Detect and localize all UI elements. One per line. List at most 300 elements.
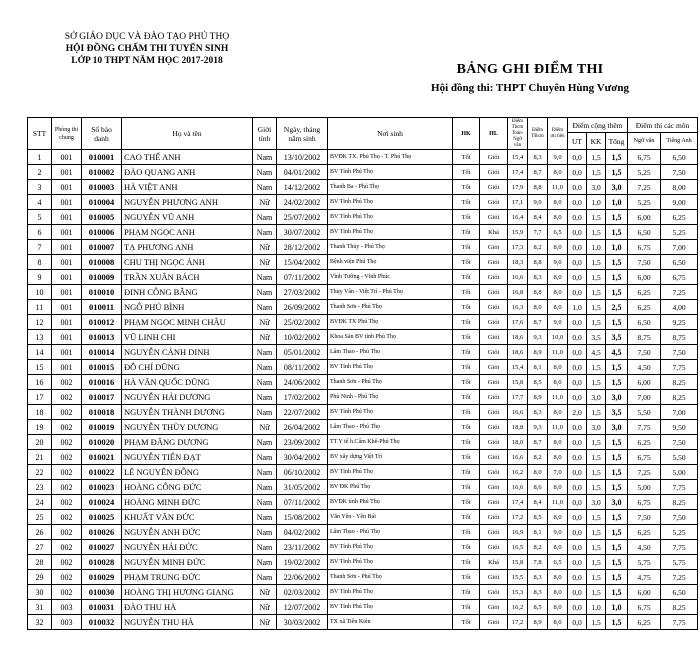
- cell-dob: 25/02/2002: [277, 315, 328, 330]
- cell-tong: 1,5: [606, 375, 628, 390]
- cell-c: 8,0: [548, 405, 568, 420]
- col-sbd: Số báo danh: [82, 118, 122, 150]
- cell-room: 002: [52, 405, 82, 420]
- cell-name: HÀ VIỆT ANH: [122, 180, 253, 195]
- cell-stt: 2: [28, 165, 52, 180]
- cell-a: 15,4: [508, 150, 528, 165]
- cell-gender: Nam: [253, 285, 277, 300]
- table-row: [28, 450, 698, 465]
- cell-ut: 0,0: [568, 525, 587, 540]
- cell-nv: 6,75: [628, 150, 661, 165]
- cell-hk: Tốt: [453, 195, 480, 210]
- cell-a: 16,6: [508, 270, 528, 285]
- cell-place: Thanh Thủy - Phú Thọ: [328, 240, 453, 255]
- cell-c: 8,0: [548, 375, 568, 390]
- cell-place: BV Tỉnh Phú Thọ: [328, 165, 453, 180]
- cell-a: 16,2: [508, 600, 528, 615]
- cell-b: 8,2: [528, 240, 548, 255]
- cell-room: 002: [52, 555, 82, 570]
- cell-sbd: 010020: [82, 435, 122, 450]
- table-row: [28, 210, 698, 225]
- table-row: [28, 570, 698, 585]
- cell-dob: 12/07/2002: [277, 600, 328, 615]
- cell-stt: 13: [28, 330, 52, 345]
- cell-ut: 0,0: [568, 195, 587, 210]
- cell-stt: 10: [28, 285, 52, 300]
- cell-hl: Khá: [480, 225, 508, 240]
- cell-hl: Giỏi: [480, 360, 508, 375]
- cell-hk: Tốt: [453, 510, 480, 525]
- cell-b: 8,7: [528, 165, 548, 180]
- cell-place: Thanh Sơn - Phú Thọ: [328, 570, 453, 585]
- cell-name: NGUYỄN HẢI ĐỨC: [122, 540, 253, 555]
- cell-nv: 6,00: [628, 270, 661, 285]
- col-group-plus: Điểm cộng thêm: [568, 118, 628, 133]
- cell-nv: 7,50: [628, 255, 661, 270]
- cell-stt: 1: [28, 150, 52, 165]
- cell-stt: 19: [28, 420, 52, 435]
- cell-ta: 5,50: [661, 450, 698, 465]
- cell-name: LÊ NGUYÊN ĐÔNG: [122, 465, 253, 480]
- cell-ut: 0,0: [568, 345, 587, 360]
- cell-b: 8,1: [528, 360, 548, 375]
- cell-dob: 06/10/2002: [277, 465, 328, 480]
- cell-tong: 1,0: [606, 240, 628, 255]
- cell-ta: 6,50: [661, 255, 698, 270]
- cell-hk: Tốt: [453, 165, 480, 180]
- cell-c: 9,0: [548, 255, 568, 270]
- cell-dob: 28/12/2002: [277, 240, 328, 255]
- cell-hl: Giỏi: [480, 315, 508, 330]
- cell-tong: 1,5: [606, 210, 628, 225]
- table-row: [28, 300, 698, 315]
- cell-nv: 6,25: [628, 615, 661, 630]
- cell-name: NGUYỄN THÙY DƯƠNG: [122, 420, 253, 435]
- cell-hl: Giỏi: [480, 585, 508, 600]
- cell-nv: 5,75: [628, 555, 661, 570]
- cell-sbd: 010025: [82, 510, 122, 525]
- cell-place: BV Tỉnh Phú Thọ: [328, 585, 453, 600]
- cell-sbd: 010011: [82, 300, 122, 315]
- cell-a: 18,8: [508, 420, 528, 435]
- cell-kk: 1,5: [587, 315, 606, 330]
- cell-place: Bệnh viện Phú Thọ: [328, 255, 453, 270]
- cell-nv: 6,50: [628, 225, 661, 240]
- table-row: [28, 225, 698, 240]
- score-table: [27, 117, 698, 630]
- score-table-body: [28, 150, 698, 630]
- cell-a: 17,3: [508, 240, 528, 255]
- cell-gender: Nam: [253, 510, 277, 525]
- cell-b: 7,8: [528, 555, 548, 570]
- table-row: [28, 435, 698, 450]
- col-hk: HK: [453, 118, 480, 150]
- cell-stt: 5: [28, 210, 52, 225]
- cell-sbd: 010015: [82, 360, 122, 375]
- table-row: [28, 525, 698, 540]
- cell-tong: 1,5: [606, 510, 628, 525]
- cell-nv: 5,25: [628, 165, 661, 180]
- cell-tong: 2,5: [606, 300, 628, 315]
- cell-c: 8,0: [548, 585, 568, 600]
- cell-c: 8,0: [548, 240, 568, 255]
- table-row: [28, 330, 698, 345]
- cell-dob: 15/04/2002: [277, 255, 328, 270]
- cell-hl: Giỏi: [480, 285, 508, 300]
- cell-dob: 07/11/2002: [277, 495, 328, 510]
- cell-gender: Nam: [253, 390, 277, 405]
- cell-gender: Nam: [253, 465, 277, 480]
- cell-room: 002: [52, 465, 82, 480]
- cell-dob: 22/07/2002: [277, 405, 328, 420]
- cell-place: Lâm Thao - Phú Thọ: [328, 420, 453, 435]
- cell-a: 15,8: [508, 555, 528, 570]
- cell-ta: 6,50: [661, 150, 698, 165]
- cell-stt: 14: [28, 345, 52, 360]
- cell-stt: 32: [28, 615, 52, 630]
- cell-tong: 3,0: [606, 180, 628, 195]
- cell-nv: 6,25: [628, 300, 661, 315]
- table-row: [28, 285, 698, 300]
- cell-place: BV Tỉnh Phú Thọ: [328, 405, 453, 420]
- cell-a: 15,3: [508, 585, 528, 600]
- cell-place: BV Tỉnh Phú Thọ: [328, 195, 453, 210]
- cell-hk: Tốt: [453, 375, 480, 390]
- cell-ta: 7,25: [661, 285, 698, 300]
- cell-ut: 0,0: [568, 255, 587, 270]
- cell-b: 8,8: [528, 180, 548, 195]
- cell-sbd: 010019: [82, 420, 122, 435]
- cell-tong: 1,5: [606, 555, 628, 570]
- cell-gender: Nam: [253, 210, 277, 225]
- cell-hl: Giỏi: [480, 345, 508, 360]
- cell-b: 9,0: [528, 195, 548, 210]
- cell-hk: Tốt: [453, 495, 480, 510]
- col-nguvan: Ngữ văn: [628, 133, 661, 150]
- cell-sbd: 010024: [82, 495, 122, 510]
- cell-ut: 0,0: [568, 240, 587, 255]
- cell-b: 8,5: [528, 375, 548, 390]
- cell-gender: Nam: [253, 405, 277, 420]
- cell-dob: 13/10/2002: [277, 150, 328, 165]
- cell-dob: 30/04/2002: [277, 450, 328, 465]
- cell-kk: 3,0: [587, 180, 606, 195]
- cell-name: HOÀNG THỊ HƯƠNG GIANG: [122, 585, 253, 600]
- cell-name: TẠ PHƯƠNG ANH: [122, 240, 253, 255]
- cell-ut: 0,0: [568, 180, 587, 195]
- cell-room: 002: [52, 540, 82, 555]
- cell-hl: Giỏi: [480, 450, 508, 465]
- cell-a: 16,6: [508, 405, 528, 420]
- cell-gender: Nam: [253, 225, 277, 240]
- cell-tong: 1,5: [606, 480, 628, 495]
- table-row: [28, 360, 698, 375]
- cell-room: 002: [52, 450, 82, 465]
- cell-b: 8,8: [528, 285, 548, 300]
- cell-gender: Nữ: [253, 600, 277, 615]
- cell-a: 17,2: [508, 510, 528, 525]
- cell-sbd: 010013: [82, 330, 122, 345]
- cell-name: NGUYỄN CẢNH DINH: [122, 345, 253, 360]
- cell-b: 8,7: [528, 435, 548, 450]
- cell-nv: 7,25: [628, 465, 661, 480]
- cell-hk: Tốt: [453, 435, 480, 450]
- cell-nv: 7,75: [628, 420, 661, 435]
- col-dtb: Điểm TBcm: [528, 118, 548, 150]
- cell-b: 8,0: [528, 300, 548, 315]
- cell-hl: Giỏi: [480, 510, 508, 525]
- cell-a: 16,3: [508, 300, 528, 315]
- cell-a: 16,8: [508, 285, 528, 300]
- cell-ut: 0,0: [568, 315, 587, 330]
- cell-stt: 17: [28, 390, 52, 405]
- cell-kk: 1,5: [587, 210, 606, 225]
- cell-dob: 23/09/2002: [277, 435, 328, 450]
- cell-stt: 4: [28, 195, 52, 210]
- cell-a: 16,5: [508, 540, 528, 555]
- cell-c: 8,0: [548, 600, 568, 615]
- cell-hl: Giỏi: [480, 525, 508, 540]
- cell-tong: 1,5: [606, 570, 628, 585]
- col-uutien: Điểm ưu tiên: [548, 118, 568, 150]
- cell-nv: 7,50: [628, 345, 661, 360]
- cell-gender: Nam: [253, 525, 277, 540]
- cell-ut: 0,0: [568, 495, 587, 510]
- cell-ta: 8,25: [661, 390, 698, 405]
- cell-c: 8,0: [548, 570, 568, 585]
- cell-c: 8,0: [548, 195, 568, 210]
- cell-stt: 6: [28, 225, 52, 240]
- table-row: [28, 165, 698, 180]
- cell-name: HOÀNG MINH ĐỨC: [122, 495, 253, 510]
- cell-room: 001: [52, 240, 82, 255]
- cell-hl: Giỏi: [480, 195, 508, 210]
- cell-kk: 1,5: [587, 585, 606, 600]
- col-tienganh: Tiếng Anh: [661, 133, 698, 150]
- cell-place: BV Tỉnh Phú Thọ: [328, 555, 453, 570]
- cell-tong: 4,5: [606, 345, 628, 360]
- cell-name: CAO THẾ ANH: [122, 150, 253, 165]
- cell-ut: 0,0: [568, 375, 587, 390]
- cell-tong: 1,5: [606, 270, 628, 285]
- cell-ta: 4,00: [661, 300, 698, 315]
- cell-hk: Tốt: [453, 390, 480, 405]
- cell-tong: 3,5: [606, 405, 628, 420]
- cell-hl: Giỏi: [480, 405, 508, 420]
- cell-ta: 8,25: [661, 495, 698, 510]
- cell-sbd: 010007: [82, 240, 122, 255]
- cell-hl: Giỏi: [480, 420, 508, 435]
- cell-place: BV Tỉnh Phú Thọ: [328, 540, 453, 555]
- cell-gender: Nam: [253, 450, 277, 465]
- cell-b: 8,9: [528, 615, 548, 630]
- cell-room: 001: [52, 255, 82, 270]
- cell-name: CHU THỊ NGỌC ÁNH: [122, 255, 253, 270]
- cell-c: 11,0: [548, 180, 568, 195]
- table-row: [28, 375, 698, 390]
- table-row: [28, 480, 698, 495]
- col-room: Phòng thi chung: [52, 118, 82, 150]
- cell-stt: 15: [28, 360, 52, 375]
- table-row: [28, 255, 698, 270]
- cell-ta: 5,25: [661, 525, 698, 540]
- cell-kk: 1,5: [587, 615, 606, 630]
- cell-room: 002: [52, 420, 82, 435]
- cell-hl: Giỏi: [480, 330, 508, 345]
- cell-sbd: 010022: [82, 465, 122, 480]
- cell-c: 8,0: [548, 210, 568, 225]
- table-row: [28, 510, 698, 525]
- cell-hk: Tốt: [453, 225, 480, 240]
- cell-name: NGUYỄN ANH ĐỨC: [122, 525, 253, 540]
- cell-ta: 5,75: [661, 555, 698, 570]
- cell-tong: 3,5: [606, 330, 628, 345]
- cell-ut: 0,0: [568, 360, 587, 375]
- cell-ut: 0,0: [568, 285, 587, 300]
- cell-dob: 14/12/2002: [277, 180, 328, 195]
- cell-dob: 22/06/2002: [277, 570, 328, 585]
- cell-room: 002: [52, 510, 82, 525]
- cell-stt: 24: [28, 495, 52, 510]
- cell-b: 9,3: [528, 420, 548, 435]
- cell-ta: 7,50: [661, 510, 698, 525]
- cell-sbd: 010006: [82, 225, 122, 240]
- cell-dob: 27/03/2002: [277, 285, 328, 300]
- cell-sbd: 010012: [82, 315, 122, 330]
- col-group-exam: Điểm thi các môn: [628, 118, 698, 133]
- cell-b: 9,3: [528, 330, 548, 345]
- cell-gender: Nữ: [253, 315, 277, 330]
- cell-gender: Nam: [253, 435, 277, 450]
- cell-hk: Tốt: [453, 270, 480, 285]
- cell-c: 10,0: [548, 330, 568, 345]
- table-row: [28, 405, 698, 420]
- cell-stt: 12: [28, 315, 52, 330]
- cell-c: 8,0: [548, 165, 568, 180]
- cell-stt: 20: [28, 435, 52, 450]
- table-row: [28, 600, 698, 615]
- cell-room: 002: [52, 390, 82, 405]
- cell-gender: Nữ: [253, 615, 277, 630]
- cell-hk: Tốt: [453, 180, 480, 195]
- cell-dob: 30/03/2002: [277, 615, 328, 630]
- cell-name: NGUYỄN TIẾN ĐẠT: [122, 450, 253, 465]
- cell-a: 16,9: [508, 525, 528, 540]
- cell-nv: 6,25: [628, 525, 661, 540]
- cell-ut: 0,0: [568, 540, 587, 555]
- cell-place: BV Tỉnh Phú Thọ: [328, 225, 453, 240]
- table-row: [28, 195, 698, 210]
- cell-kk: 1,5: [587, 375, 606, 390]
- cell-dob: 10/02/2002: [277, 330, 328, 345]
- cell-hl: Giỏi: [480, 255, 508, 270]
- cell-c: 7,0: [548, 465, 568, 480]
- cell-tong: 1,5: [606, 540, 628, 555]
- cell-a: 18,0: [508, 435, 528, 450]
- table-row: [28, 240, 698, 255]
- cell-ut: 0,0: [568, 555, 587, 570]
- cell-sbd: 010014: [82, 345, 122, 360]
- col-tong: Tổng: [606, 133, 628, 150]
- cell-dob: 24/02/2002: [277, 195, 328, 210]
- cell-ut: 0,0: [568, 270, 587, 285]
- cell-sbd: 010032: [82, 615, 122, 630]
- cell-kk: 1,5: [587, 540, 606, 555]
- cell-sbd: 010001: [82, 150, 122, 165]
- cell-sbd: 010026: [82, 525, 122, 540]
- cell-stt: 11: [28, 300, 52, 315]
- cell-place: Thanh Sơn - Phú Thọ: [328, 375, 453, 390]
- cell-a: 15,9: [508, 225, 528, 240]
- cell-room: 002: [52, 525, 82, 540]
- cell-b: 8,5: [528, 600, 548, 615]
- cell-place: Lâm Thao - Phú Thọ: [328, 525, 453, 540]
- col-ut: UT: [568, 133, 587, 150]
- cell-c: 8,0: [548, 435, 568, 450]
- cell-nv: 5,25: [628, 195, 661, 210]
- cell-c: 9,0: [548, 315, 568, 330]
- cell-sbd: 010008: [82, 255, 122, 270]
- cell-room: 002: [52, 480, 82, 495]
- cell-ta: 7,00: [661, 240, 698, 255]
- cell-hl: Giỏi: [480, 540, 508, 555]
- cell-a: 18,6: [508, 330, 528, 345]
- cell-room: 001: [52, 330, 82, 345]
- cell-place: Phù Ninh - Phú Thọ: [328, 390, 453, 405]
- cell-gender: Nam: [253, 495, 277, 510]
- cell-b: 8,0: [528, 465, 548, 480]
- cell-b: 8,3: [528, 585, 548, 600]
- cell-c: 8,0: [548, 360, 568, 375]
- cell-ut: 0,0: [568, 150, 587, 165]
- cell-nv: 6,00: [628, 375, 661, 390]
- cell-nv: 4,50: [628, 540, 661, 555]
- cell-a: 16,2: [508, 465, 528, 480]
- cell-a: 16,6: [508, 450, 528, 465]
- cell-kk: 1,0: [587, 195, 606, 210]
- cell-gender: Nam: [253, 570, 277, 585]
- cell-stt: 27: [28, 540, 52, 555]
- cell-b: 8,9: [528, 345, 548, 360]
- cell-room: 002: [52, 570, 82, 585]
- cell-room: 001: [52, 360, 82, 375]
- cell-sbd: 010023: [82, 480, 122, 495]
- cell-sbd: 010029: [82, 570, 122, 585]
- cell-stt: 29: [28, 570, 52, 585]
- cell-kk: 1,5: [587, 465, 606, 480]
- cell-hk: Tốt: [453, 240, 480, 255]
- grade-year: LỚP 10 THPT NĂM HỌC 2017-2018: [71, 56, 223, 66]
- cell-tong: 1,5: [606, 360, 628, 375]
- cell-name: HÀ VĂN QUỐC DŨNG: [122, 375, 253, 390]
- cell-hl: Giỏi: [480, 165, 508, 180]
- cell-ta: 7,25: [661, 570, 698, 585]
- cell-place: BV Tỉnh Phú Thọ: [328, 210, 453, 225]
- cell-hl: Khá: [480, 555, 508, 570]
- cell-hk: Tốt: [453, 150, 480, 165]
- cell-ut: 0,0: [568, 210, 587, 225]
- cell-gender: Nam: [253, 480, 277, 495]
- cell-stt: 9: [28, 270, 52, 285]
- cell-a: 16,4: [508, 210, 528, 225]
- cell-name: ĐINH CÔNG BẰNG: [122, 285, 253, 300]
- cell-nv: 7,25: [628, 180, 661, 195]
- cell-kk: 1,5: [587, 525, 606, 540]
- cell-tong: 1,5: [606, 225, 628, 240]
- cell-nv: 5,00: [628, 480, 661, 495]
- cell-name: NGUYỄN VŨ ANH: [122, 210, 253, 225]
- cell-dob: 23/11/2002: [277, 540, 328, 555]
